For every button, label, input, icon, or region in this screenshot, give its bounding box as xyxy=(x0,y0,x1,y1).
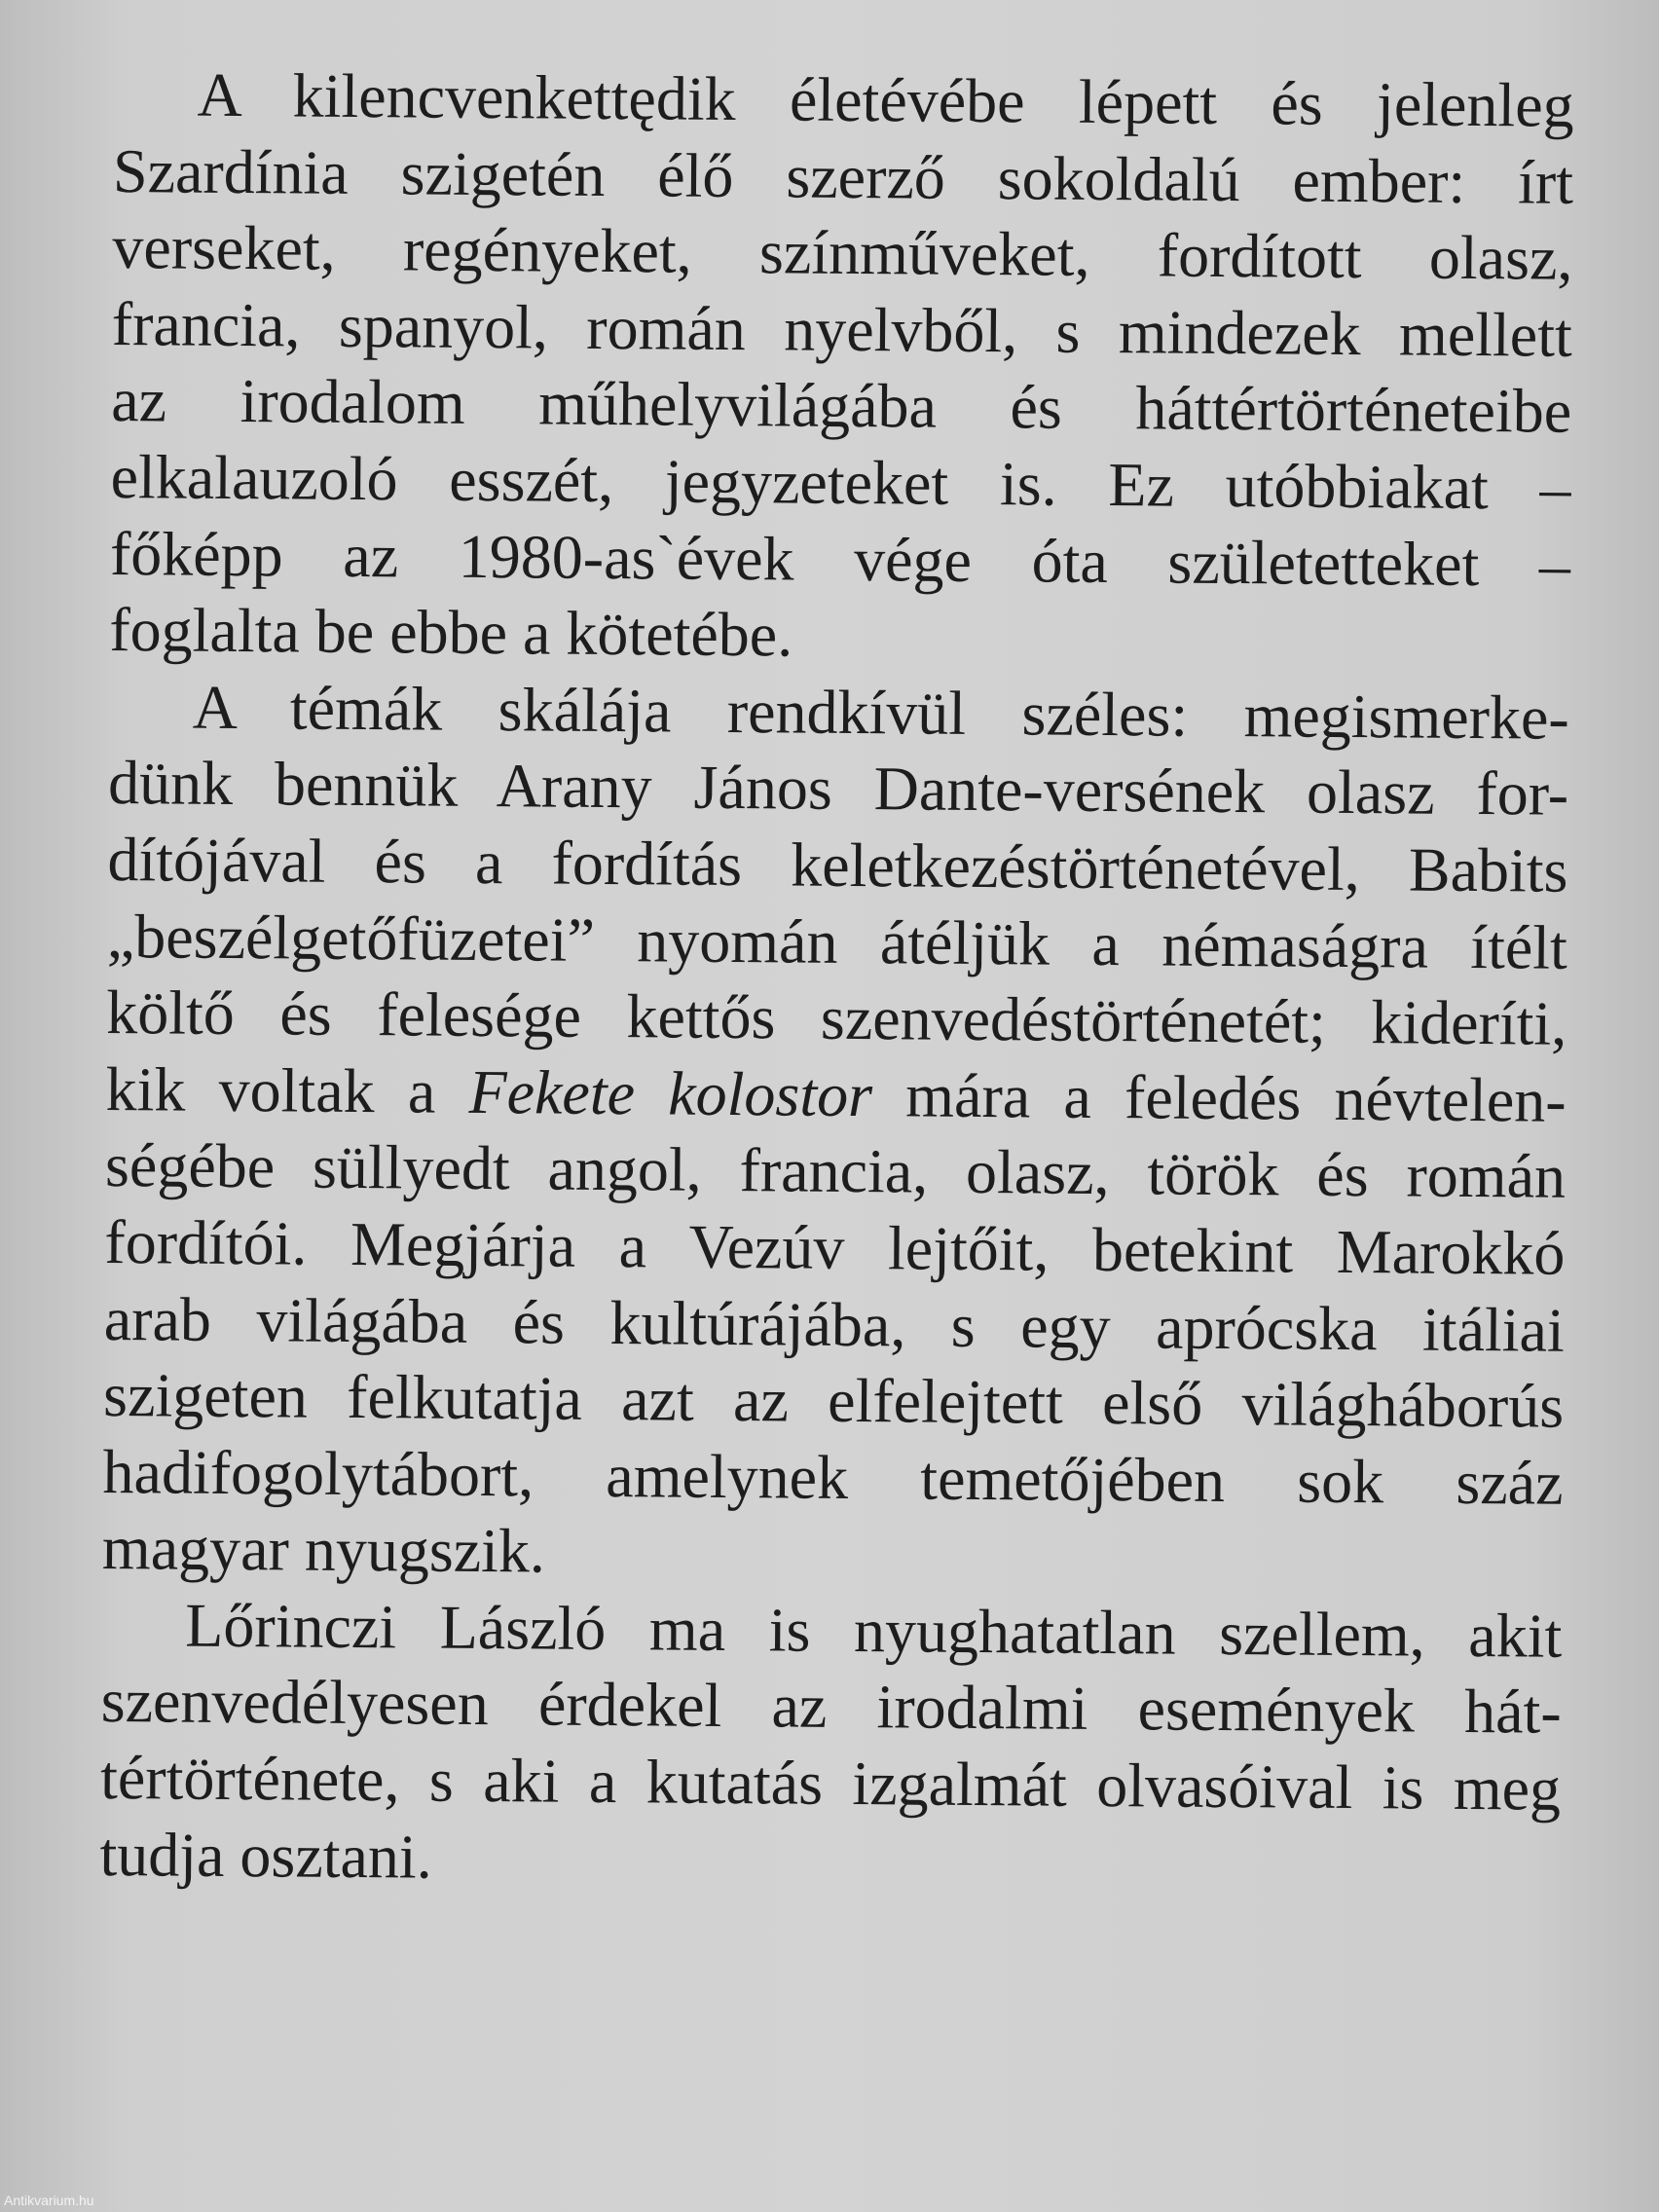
text-line: hadifogolytábort, amelynek temetőjében sok száz xyxy=(102,1436,1564,1518)
text-line: „beszélgetőfüzetei” nyomán átéljük a némaságra ítélt xyxy=(106,901,1568,982)
text-line: az irodalom műhelyvilágába és háttértörténeteibe xyxy=(110,365,1572,447)
text-line: tudja osztani. xyxy=(99,1819,433,1892)
paragraph-1 xyxy=(109,56,1574,681)
text-line: dítójával és a fordítás keletkezéstörténetével, Babits xyxy=(107,824,1568,905)
text-line: dünk bennük Arany János Dante-versének olasz for- xyxy=(107,748,1569,830)
text-line: A kilencvenkettędik életévébe lépett és jelenleg xyxy=(197,59,1574,140)
text-line: Lőrinczi László ma is nyughatatlan szellem, akit xyxy=(185,1590,1563,1671)
text-line: foglalta be ebbe a kötetébe. xyxy=(109,595,793,670)
text-segment: mára a feledés névtelen- xyxy=(871,1059,1567,1135)
paragraph-2 xyxy=(102,669,1569,1599)
text-line: A témák skálája rendkívül széles: megismerke- xyxy=(192,672,1569,753)
text-line: verseket, regényeket, színműveket, fordított olasz, xyxy=(112,212,1573,293)
watermark: Antikvarium.hu xyxy=(4,2193,94,2208)
body-text xyxy=(99,56,1574,1904)
text-line: szigeten felkutatja azt az elfelejtett első világháborús xyxy=(102,1360,1565,1441)
text-line: francia, spanyol, román nyelvből, s mindezek mellett xyxy=(111,288,1573,370)
text-segment: kik voltak a xyxy=(105,1053,469,1126)
text-line: költő és felesége kettős szenvedéstörténetét; kideríti, xyxy=(106,977,1567,1058)
book-title-italic: Fekete kolostor xyxy=(468,1056,873,1129)
text-line: szenvedélyesen érdekel az irodalmi események hát- xyxy=(100,1666,1562,1748)
text-line: elkalauzoló esszét, jegyzeteket is. Ez utóbbiakat – xyxy=(110,441,1571,523)
paragraph-3 xyxy=(99,1587,1562,1904)
text-line: fordítói. Megjárja a Vezúv lejtőit, betekint Marokkó xyxy=(104,1206,1566,1288)
text-line: Szardínia szigetén élő szerző sokoldalú ember: írt xyxy=(112,135,1574,217)
text-line: ségébe süllyedt angol, francia, olasz, török és román xyxy=(104,1130,1567,1212)
text-line-with-italic-title xyxy=(105,1051,1567,1139)
text-line: tértörténete, s aki a kutatás izgalmát olvasóival is meg xyxy=(99,1743,1562,1824)
text-line: főképp az 1980-as`évek vége óta születetteket – xyxy=(109,518,1571,600)
text-line: magyar nyugszik. xyxy=(101,1513,546,1586)
text-line: arab világába és kultúrájába, s egy aprócska itáliai xyxy=(103,1283,1566,1365)
